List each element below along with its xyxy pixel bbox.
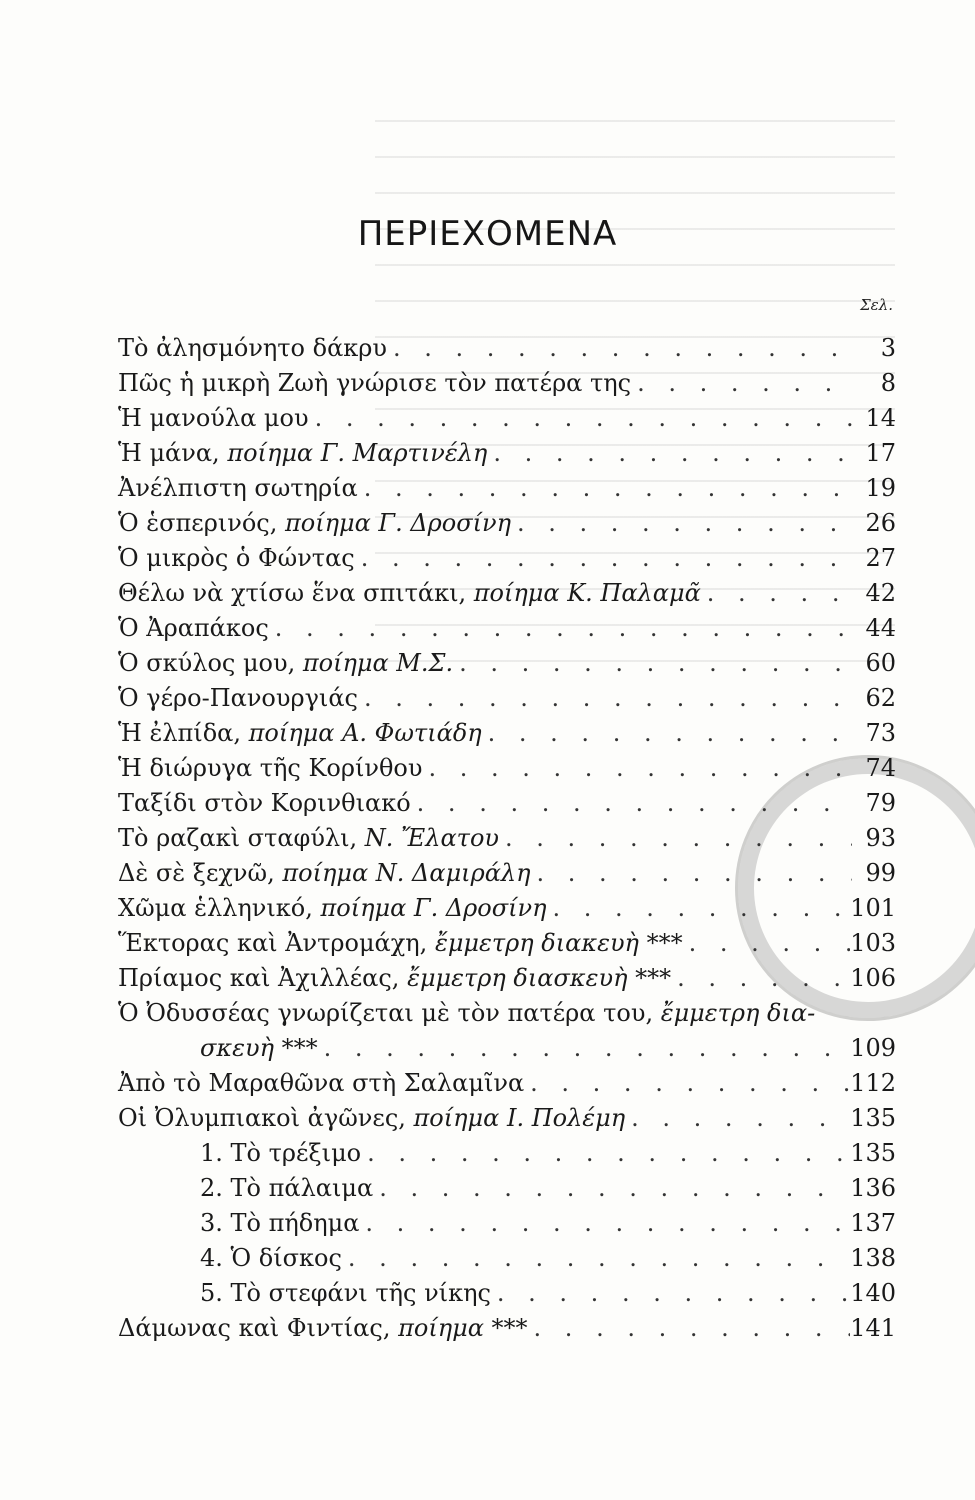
toc-entry: Πρίαμος καὶ Ἀχιλλέας, ἔμμετρη διασκευὴ *** . . . 106 bbox=[118, 961, 896, 995]
toc-entry: Ἀπὸ τὸ Μαραθῶνα στὴ Σαλαμῖνα . . . 112 bbox=[118, 1066, 896, 1100]
toc-entry: Ὁ μικρὸς ὁ Φώντας . . . 27 bbox=[118, 541, 896, 575]
toc-entry: Ὁ ἑσπερινός, ποίημα Γ. Δροσίνη . . . 26 bbox=[118, 506, 896, 540]
page-column-label: Σελ. bbox=[860, 296, 893, 314]
toc-subentry: 3. Τὸ πήδημα . . . 137 bbox=[200, 1206, 896, 1240]
toc-subentry: 5. Τὸ στεφάνι τῆς νίκης . . . 140 bbox=[200, 1276, 896, 1310]
toc-entry: Τὸ ραζακὶ σταφύλι, Ν. Ἔλατου . . . 93 bbox=[118, 821, 896, 855]
toc-entry: Δὲ σὲ ξεχνῶ, ποίημα Ν. Δαμιράλη . . . 99 bbox=[118, 856, 896, 890]
page-title: ΠΕΡΙΕΧΟΜΕΝΑ bbox=[357, 214, 618, 254]
toc-subentry: 4. Ὁ δίσκος . . . 138 bbox=[200, 1241, 896, 1275]
toc-entry: Ταξίδι στὸν Κορινθιακό . . . 79 bbox=[118, 786, 896, 820]
toc-entry: Ἕκτορας καὶ Ἀντρομάχη, ἔμμετρη διακευὴ *** . . . 103 bbox=[118, 926, 896, 960]
toc-entry: Πῶς ἡ μικρὴ Ζωὴ γνώρισε τὸν πατέρα της . . . 8 bbox=[118, 366, 896, 400]
toc-entry: Ἡ μάνα, ποίημα Γ. Μαρτινέλη . . . 17 bbox=[118, 436, 896, 470]
toc-entry: Οἱ Ὀλυμπιακοὶ ἀγῶνες, ποίημα Ι. Πολέμη . . . 135 bbox=[118, 1101, 896, 1135]
toc-entry: Δάμωνας καὶ Φιντίας, ποίημα *** . . . 141 bbox=[118, 1311, 896, 1345]
toc-subentry: 1. Τὸ τρέξιμο . . . 135 bbox=[200, 1136, 896, 1170]
toc-entry: Θέλω νὰ χτίσω ἕνα σπιτάκι, ποίημα Κ. Παλαμᾶ . . . 42 bbox=[118, 576, 896, 610]
toc-entry: Ἀνέλπιστη σωτηρία . . . 19 bbox=[118, 471, 896, 505]
toc-entry: Ὁ σκύλος μου, ποίημα Μ.Σ. . . . 60 bbox=[118, 646, 896, 680]
toc-subentry: 2. Τὸ πάλαιμα . . . 136 bbox=[200, 1171, 896, 1205]
toc-entry: Ὁ Ἀραπάκος . . . 44 bbox=[118, 611, 896, 645]
toc-entry: Ἡ διώρυγα τῆς Κορίνθου . . . 74 bbox=[118, 751, 896, 785]
toc-entry: Χῶμα ἑλληνικό, ποίημα Γ. Δροσίνη . . . 101 bbox=[118, 891, 896, 925]
toc-entry: Ὁ Ὀδυσσέας γνωρίζεται μὲ τὸν πατέρα του, ἔμμετρη δια- bbox=[118, 999, 816, 1027]
toc-entry: Ὁ γέρο-Πανουργιάς . . . 62 bbox=[118, 681, 896, 715]
toc-entry-continuation: σκευὴ *** . . . 109 bbox=[200, 1031, 896, 1065]
toc-entry: Ἡ ἐλπίδα, ποίημα Α. Φωτιάδη . . . 73 bbox=[118, 716, 896, 750]
toc-entry: Τὸ ἀλησμόνητο δάκρυ . . . 3 bbox=[118, 331, 896, 365]
toc-entry: Ἡ μανούλα μου . . . 14 bbox=[118, 401, 896, 435]
